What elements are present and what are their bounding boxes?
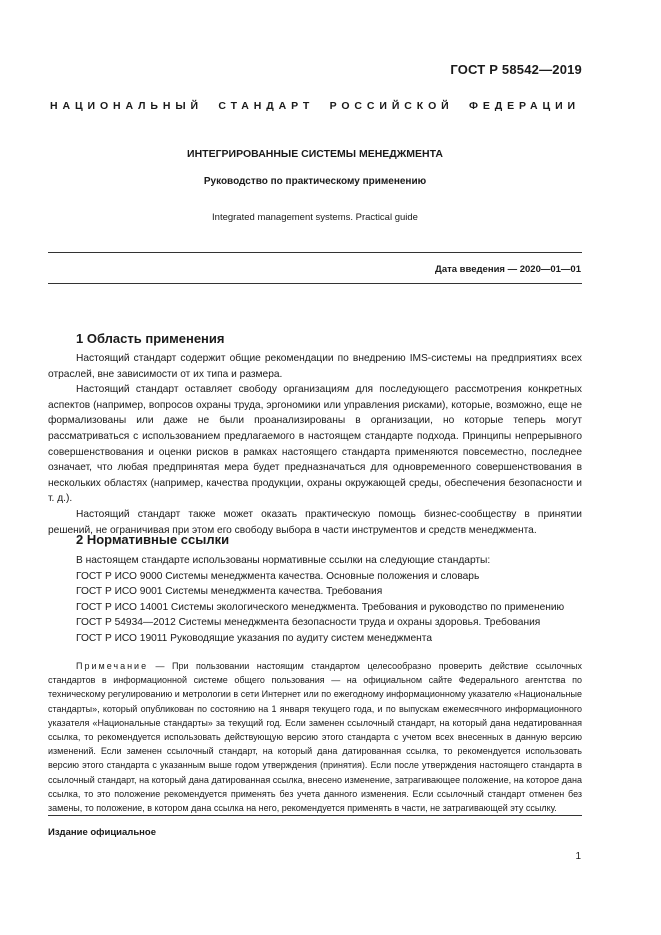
reference-item: ГОСТ Р ИСО 19011 Руководящие указания по аудиту систем менеджмента — [76, 632, 432, 644]
reference-item: ГОСТ Р ИСО 9001 Системы менеджмента качества. Требования — [76, 586, 383, 598]
reference-item: ГОСТ Р ИСО 14001 Системы экологического менеджмента. Требования и руководство по применению — [76, 601, 565, 613]
references-note — [48, 659, 582, 815]
divider-bottom — [48, 283, 582, 284]
english-title: Integrated management systems. Practical guide — [212, 212, 418, 223]
standard-number: ГОСТ Р 58542—2019 — [450, 62, 582, 77]
normative-references — [48, 553, 582, 647]
footer-divider — [48, 815, 582, 816]
note-label: Примечание — [76, 661, 149, 671]
references-intro: В настоящем стандарте использованы нормативные ссылки на следующие стандарты: — [76, 555, 491, 566]
paragraph: Настоящий стандарт также может оказать практическую помощь бизнес-сообществу в принятии решений, не ограничивая при этом его свободу выбора в части инструментов и средств менеджмента. — [48, 508, 582, 536]
document-subtitle: Руководство по практическому применению — [203, 176, 427, 187]
section-1-heading: 1 Область применения — [76, 331, 225, 346]
document-title: ИНТЕГРИРОВАННЫЕ СИСТЕМЫ МЕНЕДЖМЕНТА — [187, 148, 443, 160]
page-number: 1 — [575, 851, 581, 862]
reference-item: ГОСТ Р 54934—2012 Системы менеджмента безопасности труда и охраны здоровья. Требования — [76, 617, 541, 629]
national-standard-heading: НАЦИОНАЛЬНЫЙ СТАНДАРТ РОССИЙСКОЙ ФЕДЕРАЦИИ — [50, 100, 580, 112]
paragraph: Настоящий стандарт оставляет свободу организациям для последующего рассмотрения конкретных аспектов (например, вопросов охраны труда, эргономики или управления рисками), которые, возможно, еще не формализованы или даже не были проанализированы в организации, но которые теперь могут рассматриваться с использованием предлагаемого в настоящем стандарте подхода. Принципы непрерывного совершенствования и оценки рисков в рамках настоящего стандарта применяются повсеместно, последнее означает, что любая предпринятая мера будет предназначаться для одновременного совершенствования в нескольких областях (например, качества продукции, охраны окружающей среды, обеспечения безопасности и т. д.). — [48, 384, 582, 505]
paragraph: Настоящий стандарт содержит общие рекомендации по внедрению IMS-системы на предприятиях всех отраслей, вне зависимости от их типа и размера. — [48, 353, 582, 380]
note-text: — При пользовании настоящим стандартом целесообразно проверить действие ссылочных стандартов в информационной системе общего пользования — на официальном сайте Федерального агентства по техническому регулированию и метрологии в сети Интернет или по ежегодному информационному указателю «Национальные стандарты», который опубликован по состоянию на 1 января текущего года, и по выпускам ежемесячного информационного указателя «Национальные стандарты» за текущий год. Если заменен ссылочный стандарт, на который дана недатированная ссылка, то рекомендуется использовать действующую версию этого стандарта с учетом всех внесенных в данную версию изменений. Если заменен ссылочный стандарт, на который дана датированная ссылка, то рекомендуется использовать версию этого стандарта с указанным выше годом утверждения (принятия). Если после утверждения настоящего стандарта в ссылочный стандарт, на который дана датированная ссылка, внесено изменение, затрагивающее положение, на которое дана ссылка, то это положение рекомендуется применять без учета данного изменения. Если ссылочный стандарт отменен без замены, то положение, в котором дана ссылка на него, рекомендуется применять в части, не затрагивающей эту ссылку. — [48, 661, 582, 814]
effective-date: Дата введения — 2020—01—01 — [435, 264, 581, 275]
divider-top — [48, 252, 582, 253]
section-2-heading: 2 Нормативные ссылки — [76, 532, 230, 547]
section-1-body — [48, 351, 582, 538]
official-edition: Издание официальное — [48, 827, 156, 838]
reference-item: ГОСТ Р ИСО 9000 Системы менеджмента качества. Основные положения и словарь — [76, 570, 480, 582]
